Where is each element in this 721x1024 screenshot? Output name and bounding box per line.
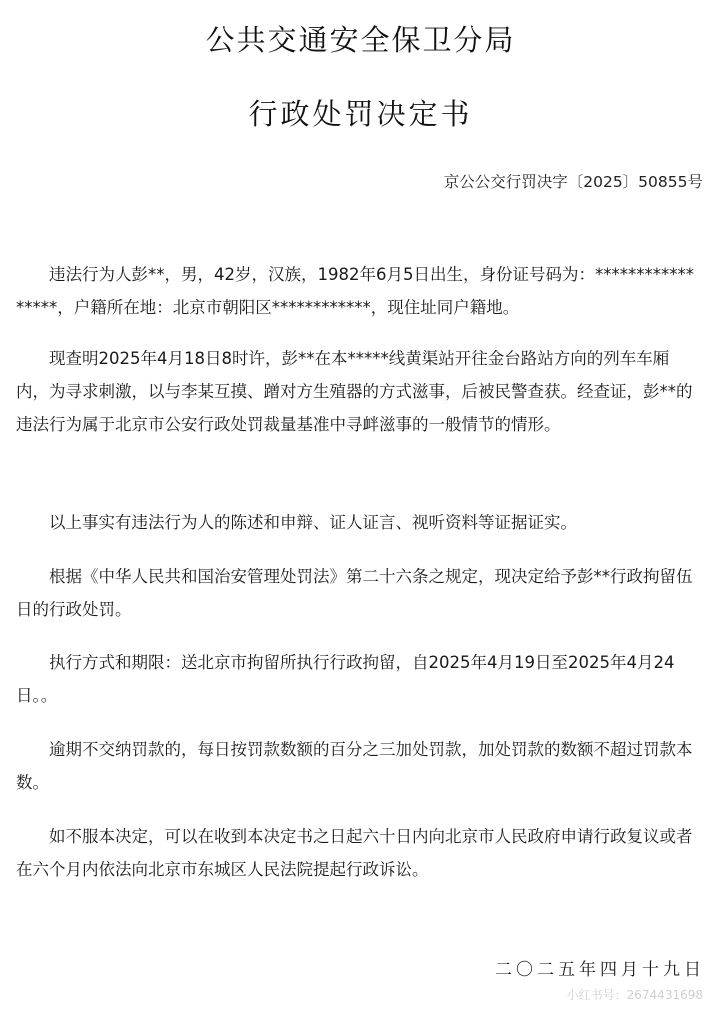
- offender-info-paragraph: 违法行为人彭**，男，42岁，汉族，1982年6月5日出生，身份证号码为：*****************，户籍所在地：北京市朝阳区************，现住址同户籍地。: [16, 265, 694, 317]
- evidence-paragraph: 以上事实有违法行为人的陈述和申辩、证人证言、视听资料等证据证实。: [49, 513, 577, 532]
- watermark: 小红书号：2674431698: [566, 988, 703, 1002]
- issuing-authority-title: 公共交通安全保卫分局: [205, 23, 516, 57]
- decision-date: 二〇二五年四月十九日: [495, 960, 705, 980]
- document-type-title: 行政处罚决定书: [248, 97, 473, 131]
- appeal-rights-paragraph: 如不服本决定，可以在收到本决定书之日起六十日内向北京市人民政府申请行政复议或者在六个月内依法向北京市东城区人民法院提起行政诉讼。: [16, 827, 693, 879]
- late-fine-paragraph: 逾期不交纳罚款的，每日按罚款数额的百分之三加处罚款，加处罚款的数额不超过罚款本数。: [16, 740, 693, 792]
- document-number: 京公公交行罚决字〔2025〕50855号: [443, 173, 703, 191]
- execution-paragraph: 执行方式和期限：送北京市拘留所执行行政拘留，自2025年4月19日至2025年4月24日。。: [16, 653, 675, 705]
- legal-basis-paragraph: 根据《中华人民共和国治安管理处罚法》第二十六条之规定，现决定给予彭**行政拘留伍日的行政处罚。: [16, 567, 693, 619]
- facts-paragraph: 现查明2025年4月18日8时许，彭**在本*****线黄渠站开往金台路站方向的列车车厢内，为寻求刺激，以与李某互摸、蹭对方生殖器的方式滋事，后被民警查获。经查证，彭**的违法行为属于北京市公安行政处罚裁量基准中寻衅滋事的一般情节的情形。: [16, 349, 693, 434]
